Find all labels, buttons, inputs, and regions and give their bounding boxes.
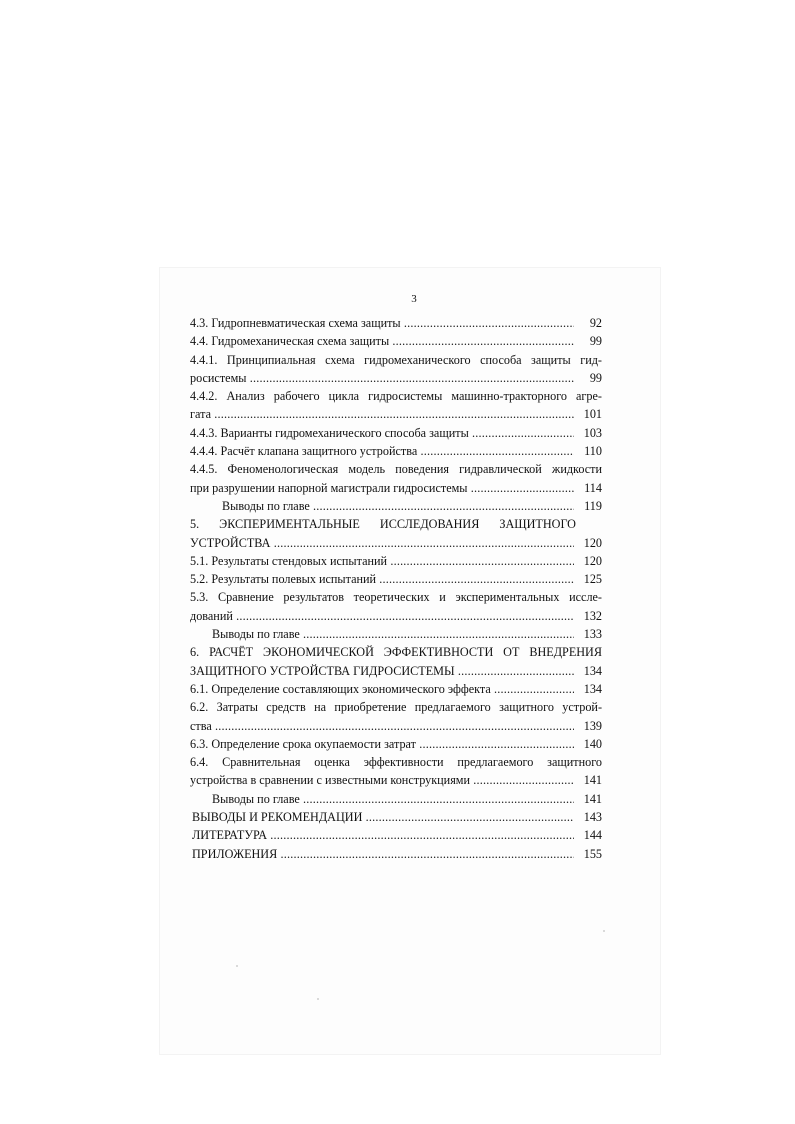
toc-entry bbox=[190, 662, 602, 680]
toc-entry-page: 110 bbox=[584, 444, 602, 459]
toc-entry-page: 139 bbox=[583, 718, 602, 733]
toc-entry bbox=[190, 845, 602, 863]
toc-entry-page: 92 bbox=[589, 316, 602, 330]
toc-entry-title: 6.1. Определение составляющих экономического эффекта ..... bbox=[190, 680, 574, 698]
toc-entry-page: 141 bbox=[583, 791, 602, 806]
toc-entry-first-line: 4.4.5. Феноменологическая модель поведения гидравлической жидкости bbox=[190, 462, 602, 477]
toc-entry-page: 155 bbox=[583, 846, 602, 861]
toc-entry-page: 114 bbox=[584, 480, 602, 495]
toc-entry bbox=[190, 717, 602, 735]
toc-entry-page: 140 bbox=[583, 736, 602, 751]
toc-entry bbox=[190, 570, 602, 588]
toc-entry-page: 133 bbox=[583, 627, 602, 642]
toc-entry-title: 6.3. Определение срока окупаемости затрат ..... bbox=[190, 735, 574, 753]
toc-entry bbox=[190, 771, 602, 789]
toc-entry bbox=[190, 735, 602, 753]
toc-entry-page: 101 bbox=[583, 407, 602, 422]
toc-entry bbox=[190, 369, 602, 387]
toc-entry bbox=[190, 314, 602, 332]
scan-speck bbox=[603, 930, 605, 932]
toc-entry-title: 4.4.3. Варианты гидромеханического способа защиты ..... bbox=[190, 424, 574, 442]
toc-entry-first-line: 5. ЭКСПЕРИМЕНТАЛЬНЫЕ ИССЛЕДОВАНИЯ ЗАЩИТНОГО bbox=[190, 517, 576, 532]
toc-entry bbox=[190, 405, 602, 423]
toc-entry bbox=[190, 826, 602, 844]
toc-entry-first-line: 6. РАСЧЁТ ЭКОНОМИЧЕСКОЙ ЭФФЕКТИВНОСТИ ОТ ВНЕДРЕНИЯ bbox=[190, 645, 602, 660]
toc-entry-page: 119 bbox=[584, 498, 602, 513]
toc-entry-title: Выводы по главе ..... bbox=[212, 625, 574, 643]
scan-speck bbox=[236, 965, 238, 967]
toc-entry-title: дований ..... bbox=[190, 607, 574, 625]
toc-entry bbox=[190, 442, 602, 460]
toc-entry-first-line: 6.2. Затраты средств на приобретение предлагаемого защитного устрой- bbox=[190, 700, 602, 715]
toc-entry bbox=[190, 552, 602, 570]
toc-entry-page: 143 bbox=[583, 810, 602, 825]
toc-entry-title: Выводы по главе ..... bbox=[222, 497, 574, 515]
toc-entry-page: 134 bbox=[583, 663, 602, 678]
toc-entry-title: УСТРОЙСТВА ..... bbox=[190, 534, 574, 552]
scan-speck bbox=[317, 998, 319, 1000]
toc-entry bbox=[190, 534, 602, 552]
toc-entry-title: ПРИЛОЖЕНИЯ ..... bbox=[192, 845, 574, 863]
toc-entry-page: 125 bbox=[583, 572, 602, 587]
toc-entry-page: 141 bbox=[583, 773, 602, 788]
toc-entry-title: устройства в сравнении с известными конструкциями ..... bbox=[190, 771, 574, 789]
toc-entry bbox=[190, 424, 602, 442]
table-of-contents bbox=[190, 314, 602, 863]
toc-entry bbox=[190, 790, 602, 808]
toc-entry bbox=[190, 332, 602, 350]
toc-entry-title: ВЫВОДЫ И РЕКОМЕНДАЦИИ ..... bbox=[192, 808, 574, 826]
toc-entry-title: ЛИТЕРАТУРА ..... bbox=[192, 826, 574, 844]
toc-entry-page: 120 bbox=[583, 535, 602, 550]
toc-entry bbox=[190, 625, 602, 643]
toc-entry-title: 4.3. Гидропневматическая схема защиты ..... bbox=[190, 314, 574, 332]
toc-entry bbox=[190, 607, 602, 625]
toc-entry-title: 4.4. Гидромеханическая схема защиты ..... bbox=[190, 332, 574, 350]
toc-entry bbox=[190, 808, 602, 826]
toc-entry-first-line: 4.4.1. Принципиальная схема гидромеханического способа защиты гид- bbox=[190, 352, 602, 367]
toc-entry-title: при разрушении напорной магистрали гидросистемы ..... bbox=[190, 479, 574, 497]
toc-entry-page: 99 bbox=[589, 370, 602, 385]
toc-entry-page: 132 bbox=[583, 608, 602, 623]
toc-entry-title: 5.1. Результаты стендовых испытаний ..... bbox=[190, 552, 574, 570]
toc-entry-page: 134 bbox=[583, 681, 602, 696]
toc-entry-page: 120 bbox=[583, 553, 602, 568]
toc-entry-title: росистемы ..... bbox=[190, 369, 574, 387]
toc-entry bbox=[190, 680, 602, 698]
toc-entry-title: 4.4.4. Расчёт клапана защитного устройства ..... bbox=[190, 442, 574, 460]
toc-entry-title: гата ..... bbox=[190, 405, 574, 423]
toc-entry-title: Выводы по главе ..... bbox=[212, 790, 574, 808]
toc-entry-first-line: 4.4.2. Анализ рабочего цикла гидросистемы машинно-тракторного агре- bbox=[190, 389, 602, 404]
toc-entry-first-line: 6.4. Сравнительная оценка эффективности предлагаемого защитного bbox=[190, 755, 602, 770]
toc-entry-page: 144 bbox=[583, 828, 602, 843]
toc-entry-page: 99 bbox=[589, 334, 602, 349]
toc-entry-title: 5.2. Результаты полевых испытаний ..... bbox=[190, 570, 574, 588]
toc-entry-title: ства ..... bbox=[190, 717, 574, 735]
page-number: 3 bbox=[411, 293, 417, 305]
toc-entry-first-line: 5.3. Сравнение результатов теоретических и экспериментальных иссле- bbox=[190, 590, 602, 605]
toc-entry bbox=[190, 479, 602, 497]
toc-entry-title: ЗАЩИТНОГО УСТРОЙСТВА ГИДРОСИСТЕМЫ ..... bbox=[190, 662, 574, 680]
toc-entry bbox=[190, 497, 602, 515]
toc-entry-page: 103 bbox=[583, 425, 602, 440]
